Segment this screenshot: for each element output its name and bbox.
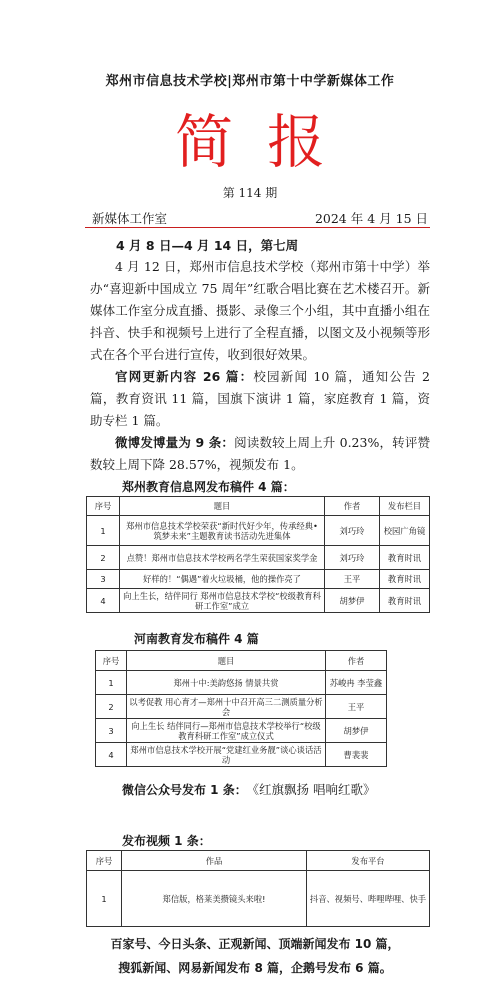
table1 — [86, 496, 430, 613]
wechat-line — [122, 780, 375, 798]
weibo-lead: 微博发博量为 9 条： — [115, 435, 235, 450]
table-cell: 校园广角镜 — [380, 516, 430, 546]
table-cell: 教育时讯 — [380, 589, 430, 613]
table-row — [87, 871, 430, 927]
table-cell: 1 — [87, 516, 120, 546]
table-row — [87, 589, 430, 613]
table1-header: 作者 — [325, 497, 380, 516]
table-cell: 好样的！“偶遇”着火垃圾桶，他的操作亮了 — [120, 570, 325, 589]
table-cell: 以考促教 用心育才—郑州十中召开高三二测质量分析会 — [127, 695, 326, 719]
table1-header: 题目 — [120, 497, 325, 516]
issue-date: 2024 年 4 月 15 日 — [314, 211, 428, 226]
table-cell: 3 — [96, 719, 127, 743]
table-cell: 郑州市信息技术学校荣获“新时代好少年，传承经典•筑梦未来”主题教育读书活动先进集体 — [120, 516, 325, 546]
table-cell: 2 — [87, 546, 120, 570]
table-row — [96, 695, 387, 719]
table1-header: 发布栏目 — [380, 497, 430, 516]
table-cell: 抖音、视频号、哔哩哔哩、快手 — [307, 871, 430, 927]
table-row — [96, 743, 387, 767]
table-cell: 王平 — [326, 695, 387, 719]
table-cell: 曹裴裴 — [326, 743, 387, 767]
table-cell: 教育时讯 — [380, 546, 430, 570]
table1-heading: 郑州教育信息网发布稿件 4 篇： — [122, 480, 295, 494]
table-cell: 胡梦伊 — [326, 719, 387, 743]
wechat-lead: 微信公众号发布 1 条： — [122, 783, 247, 797]
table-cell: 刘巧玲 — [325, 546, 380, 570]
table2 — [95, 650, 387, 767]
bottom-line-2: 搜狐新闻、网易新闻发布 8 篇，企鹅号发布 6 篇。 — [118, 961, 392, 975]
website-paragraph — [90, 366, 430, 432]
table3-header: 序号 — [87, 851, 122, 871]
table-cell: 向上生长，结伴同行 郑州市信息技术学校“校级教育科研工作室”成立 — [120, 589, 325, 613]
org-header: 郑州市信息技术学校|郑州市第十中学新媒体工作 — [105, 74, 395, 89]
table3 — [86, 850, 430, 927]
table-cell: 3 — [87, 570, 120, 589]
table3-header: 发布平台 — [307, 851, 430, 871]
table-row — [87, 516, 430, 546]
table-cell: 1 — [96, 671, 127, 695]
table-cell: 王平 — [325, 570, 380, 589]
table-cell: 胡梦伊 — [325, 589, 380, 613]
table-cell: 郑州市信息技术学校开展“党建红业务靓”谈心谈话活动 — [127, 743, 326, 767]
weibo-text: 阅读数较上周上升 0.23%，转评赞数较上周下降 28.57%，视频发布 1。 — [90, 435, 431, 472]
table-cell: 4 — [96, 743, 127, 767]
briefing-title: 简报 — [174, 108, 359, 176]
table2-heading: 河南教育发布稿件 4 篇 — [134, 632, 259, 646]
table-cell: 刘巧玲 — [325, 516, 380, 546]
table3-heading: 发布视频 1 条： — [122, 834, 211, 848]
table-row — [96, 719, 387, 743]
table-row — [96, 671, 387, 695]
red-divider — [85, 227, 430, 228]
department: 新媒体工作室 — [92, 211, 168, 226]
table-row — [87, 546, 430, 570]
table2-header: 题目 — [127, 651, 326, 671]
table-row — [87, 570, 430, 589]
table2-header: 序号 — [96, 651, 127, 671]
table-cell: 向上生长 结伴同行—郑州市信息技术学校举行“校级教育科研工作室”成立仪式 — [127, 719, 326, 743]
table-cell: 郑州十中:美韵悠扬 情景共赏 — [127, 671, 326, 695]
table-cell: 点赞！郑州市信息技术学校两名学生荣获国家奖学金 — [120, 546, 325, 570]
table-cell: 2 — [96, 695, 127, 719]
table-cell: 4 — [87, 589, 120, 613]
bottom-line-1: 百家号、今日头条、正观新闻、顶端新闻发布 10 篇， — [110, 937, 400, 951]
table-cell: 1 — [87, 871, 122, 927]
table3-header: 作品 — [122, 851, 307, 871]
issue-number: 第 114 期 — [222, 186, 278, 200]
table-cell: 教育时讯 — [380, 570, 430, 589]
bottom-summary — [80, 932, 430, 980]
table-cell: 苏峻冉 李莹鑫 — [326, 671, 387, 695]
table-cell: 郑信版，格莱美攒镜头来啦! — [122, 871, 307, 927]
website-text: 校园新闻 10 篇，通知公告 2 篇，教育资讯 11 篇，国旗下演讲 1 篇，家庭教育 1 篇，资助专栏 1 篇。 — [90, 369, 430, 428]
weibo-paragraph — [90, 432, 430, 476]
intro-paragraph: 4 月 12 日，郑州市信息技术学校（郑州市第十中学）举办“喜迎新中国成立 75 周年”红歌合唱比赛在艺术楼召开。新媒体工作室分成直播、摄影、录像三个小组，其中直播小组在抖音、快手和视频号上进行了全程直播，以图文及小视频等形式在各个平台进行宣传，收到很好效果。 — [90, 259, 430, 362]
table2-header: 作者 — [326, 651, 387, 671]
table1-header: 序号 — [87, 497, 120, 516]
wechat-text: 《红旗飘扬 唱响红歌》 — [252, 782, 376, 797]
website-lead: 官网更新内容 26 篇： — [115, 369, 254, 384]
week-range: 4 月 8 日—4 月 14 日，第七周 — [116, 238, 299, 253]
